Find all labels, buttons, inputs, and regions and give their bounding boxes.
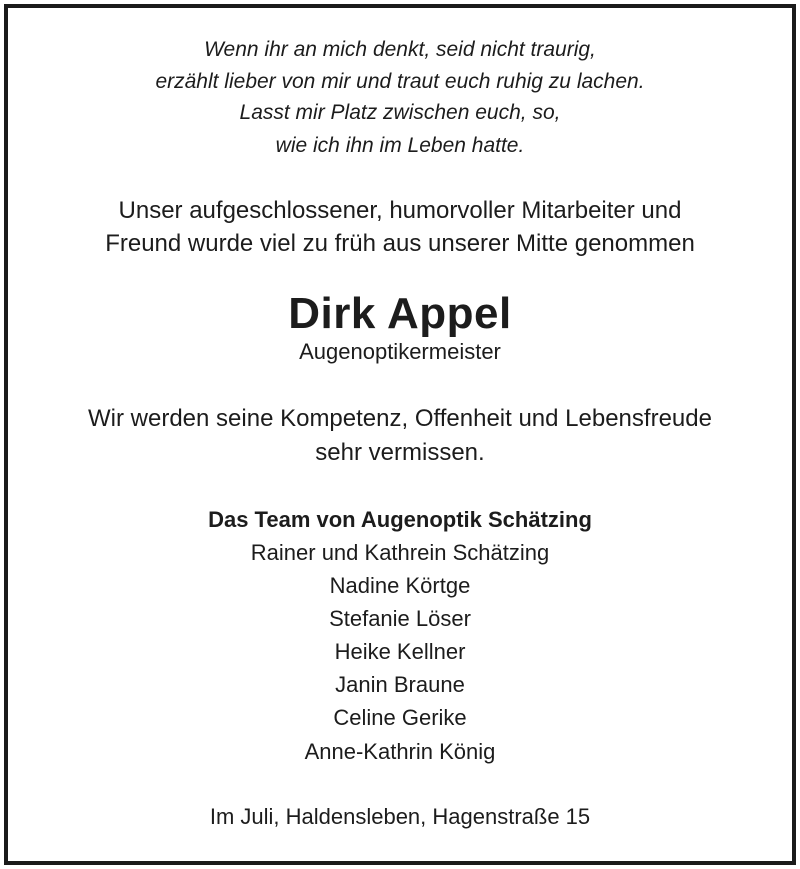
poem-line-2: erzählt lieber von mir und traut euch ruhig zu lachen. xyxy=(155,70,645,93)
intro-line-2: Freund wurde viel zu früh aus unserer Mitte genommen xyxy=(105,230,695,257)
team-heading: Das Team von Augenoptik Schätzing xyxy=(208,507,592,532)
team-member: Nadine Körtge xyxy=(329,573,471,598)
deceased-name: Dirk Appel xyxy=(288,289,512,338)
poem-line-4: wie ich ihn im Leben hatte. xyxy=(275,134,525,157)
team-member: Stefanie Löser xyxy=(329,606,471,631)
poem-line-1: Wenn ihr an mich denkt, seid nicht traurig, xyxy=(204,38,596,61)
deceased-profession: Augenoptikermeister xyxy=(299,339,501,364)
place-date-line: Im Juli, Haldensleben, Hagenstraße 15 xyxy=(209,804,591,829)
intro-line-1: Unser aufgeschlossener, humorvoller Mitarbeiter und xyxy=(118,197,682,224)
team-member: Celine Gerike xyxy=(333,705,467,730)
team-member: Janin Braune xyxy=(335,672,465,697)
team-member: Rainer und Kathrein Schätzing xyxy=(250,540,550,565)
poem-line-3: Lasst mir Platz zwischen euch, so, xyxy=(239,101,561,124)
team-member: Anne-Kathrin König xyxy=(304,739,496,764)
tribute-line-2: sehr vermissen. xyxy=(315,439,485,466)
team-member: Heike Kellner xyxy=(334,639,466,664)
tribute-line-1: Wir werden seine Kompetenz, Offenheit und Lebensfreude xyxy=(88,405,712,432)
